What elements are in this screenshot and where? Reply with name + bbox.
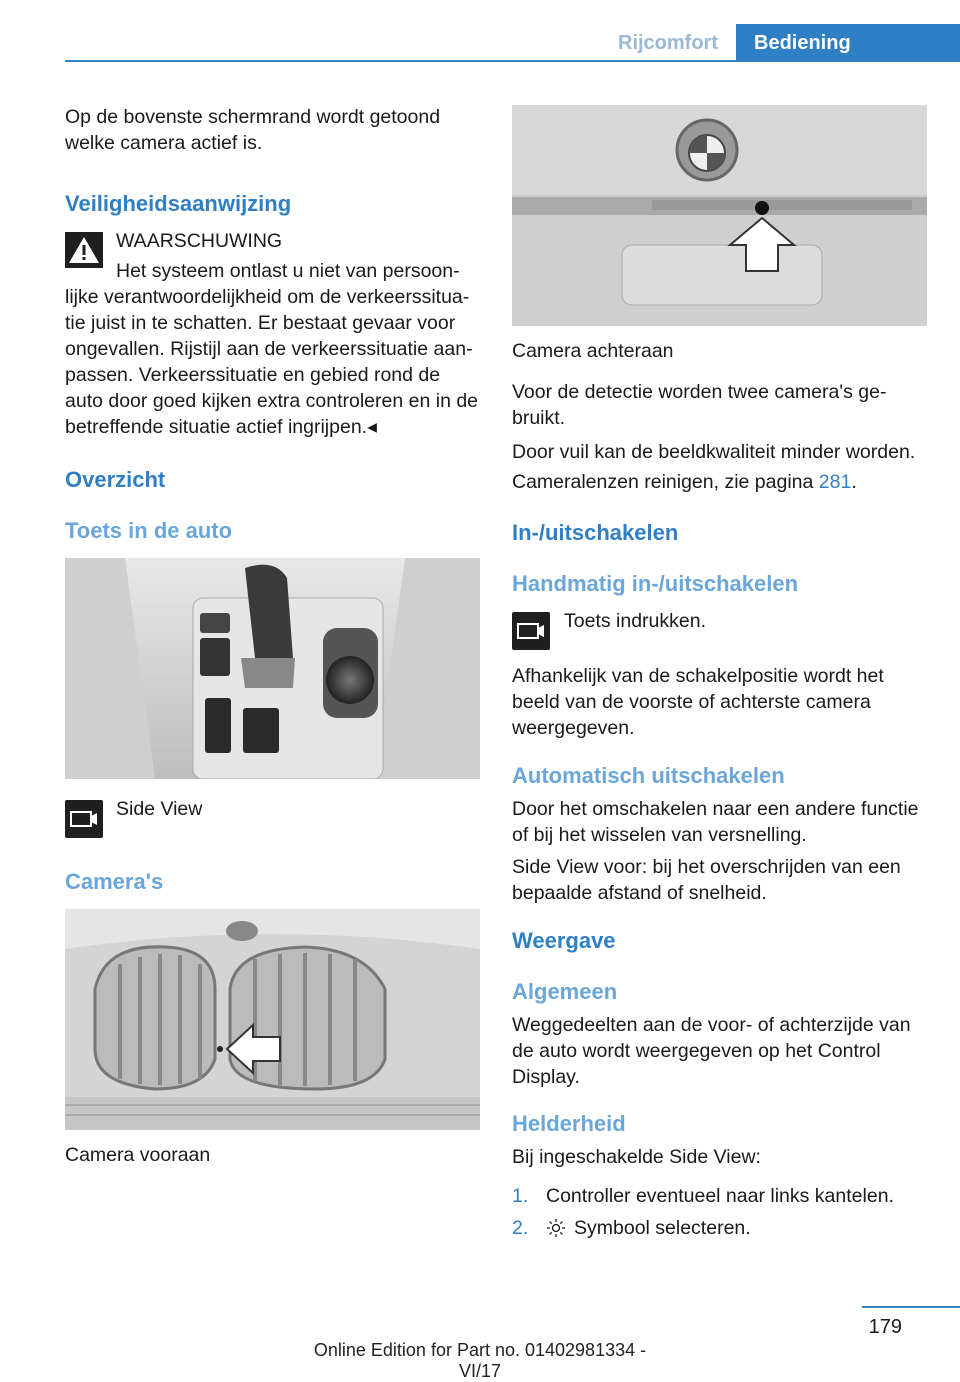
caption-front-camera: Camera vooraan xyxy=(65,1144,211,1166)
front-camera-image xyxy=(65,909,480,1130)
step-1 xyxy=(512,1183,927,1209)
step-number: 2. xyxy=(512,1217,529,1239)
step-number: 1. xyxy=(512,1185,529,1207)
auto-off-text-2: Side View voor: bij het overschrijden van een bepaalde afstand of snelheid. xyxy=(512,856,901,904)
heading-overview: Overzicht xyxy=(65,467,166,492)
auto-off-text-1: Door het omschakelen naar een andere functie of bij het wisselen van versnelling. xyxy=(512,798,919,846)
heading-cameras: Camera's xyxy=(65,869,164,894)
warning-icon xyxy=(65,232,103,268)
heading-auto-off: Automatisch uitschakelen xyxy=(512,763,785,788)
side-view-label: Side View xyxy=(116,798,203,820)
caption-rear-camera: Camera achteraan xyxy=(512,340,674,362)
heading-on-off: In-/uitschakelen xyxy=(512,520,679,545)
step-text: Symbool selecteren. xyxy=(574,1217,751,1239)
brightness-steps xyxy=(512,1183,927,1241)
step-2 xyxy=(512,1215,927,1241)
edition-text: Online Edition for Part no. 01402981334 - VI/17 xyxy=(313,1340,647,1381)
heading-general: Algemeen xyxy=(512,979,618,1004)
heading-display: Weergave xyxy=(512,928,616,953)
clean-text xyxy=(512,469,927,495)
page-link-281[interactable]: 281 xyxy=(818,471,852,493)
intro-text: Op de bovenste schermrand wordt getoond welke camera actief is. xyxy=(65,106,441,154)
rear-camera-image xyxy=(512,105,927,326)
warning-title: WAARSCHUWING xyxy=(116,230,283,252)
position-text: Afhankelijk van de schakelpositie wordt het beeld van de voorste of achterste camera weergegeven. xyxy=(512,665,884,739)
step-text: Controller eventueel naar links kantelen. xyxy=(546,1185,894,1207)
warning-first-line: Het systeem ontlast u niet van persoon- xyxy=(116,260,460,282)
camera-button-icon xyxy=(512,612,550,650)
console-image xyxy=(65,558,480,779)
heading-button-in-car: Toets in de auto xyxy=(65,518,233,543)
dirt-text: Door vuil kan de beeldkwaliteit minder worden. xyxy=(512,441,916,463)
brightness-text: Bij ingeschakelde Side View: xyxy=(512,1146,761,1168)
heading-manual-on-off: Handmatig in-/uitschakelen xyxy=(512,571,799,596)
side-view-button-icon xyxy=(65,800,103,838)
press-button-label: Toets indrukken. xyxy=(564,610,706,632)
heading-brightness: Helderheid xyxy=(512,1111,626,1136)
clean-text-end: . xyxy=(851,471,857,493)
clean-text-main: Cameralenzen reinigen, zie pagina xyxy=(512,471,814,493)
sun-icon xyxy=(546,1215,574,1241)
heading-safety: Veiligheidsaanwijzing xyxy=(65,191,292,216)
warning-text: lijke verantwoordelijkheid om de verkeerssitua-tie juist in te schatten. Er bestaat gevaar voor ongevallen. Rijstijl aan de verkeerssituatie aan-passen. Verkeerssituatie en gebied rond de auto door goed kijken extra controleren en in de betreffende situatie actief ingrijpen.◂ xyxy=(65,286,479,438)
header-rule xyxy=(65,60,960,62)
general-text: Weggedeelten aan de voor- of achterzijde van de auto wordt weergegeven op het Control Display. xyxy=(512,1014,911,1088)
detection-text: Voor de detectie worden twee camera's ge-bruikt. xyxy=(512,381,887,429)
page-number: 179 xyxy=(868,1316,902,1338)
tab-rijcomfort[interactable]: Rijcomfort xyxy=(618,31,718,54)
tab-bediening[interactable]: Bediening xyxy=(736,24,960,62)
footer-rule xyxy=(862,1306,960,1308)
